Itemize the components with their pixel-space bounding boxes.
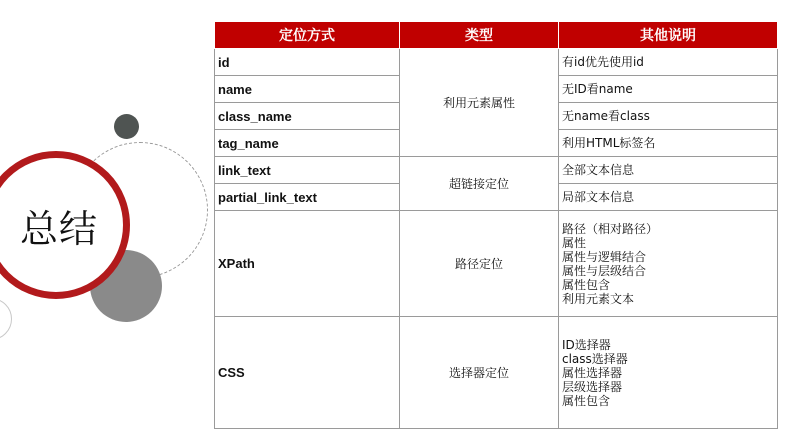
table-row [215, 157, 778, 184]
decorative-dark-dot [114, 114, 139, 139]
method-cell: link_text [215, 157, 400, 184]
table-row [215, 317, 778, 429]
note-line: 属性包含 [562, 277, 611, 292]
header-type: 类型 [400, 22, 559, 49]
note-line: 属性与层级结合 [562, 263, 647, 278]
summary-title: 总结 [19, 206, 98, 251]
note-cell: 局部文本信息 [559, 184, 778, 211]
method-cell: id [215, 49, 400, 76]
header-row [215, 22, 778, 49]
table-row [215, 49, 778, 76]
note-cell [559, 211, 778, 317]
decorative-thin-ring [0, 298, 12, 340]
note-line: 属性与逻辑结合 [562, 249, 647, 264]
method-cell: CSS [215, 317, 400, 429]
type-cell: 路径定位 [400, 211, 559, 317]
note-cell: 利用HTML标签名 [559, 130, 778, 157]
note-line: 属性 [562, 235, 587, 250]
header-notes: 其他说明 [559, 22, 778, 49]
method-cell: name [215, 76, 400, 103]
note-line: class选择器 [562, 351, 628, 366]
note-cell: 有id优先使用id [559, 49, 778, 76]
type-cell: 利用元素属性 [400, 49, 559, 157]
type-cell: 选择器定位 [400, 317, 559, 429]
locator-summary-table [214, 21, 778, 429]
note-line: 属性选择器 [562, 365, 623, 380]
note-line: 属性包含 [562, 393, 611, 408]
note-cell: 无name看class [559, 103, 778, 130]
note-cell [559, 317, 778, 429]
note-line: 利用元素文本 [562, 291, 635, 306]
table-row [215, 211, 778, 317]
note-line: 层级选择器 [562, 379, 623, 394]
method-cell: class_name [215, 103, 400, 130]
note-line: 路径（相对路径） [562, 221, 659, 236]
note-line: ID选择器 [562, 337, 611, 352]
method-cell: partial_link_text [215, 184, 400, 211]
type-cell: 超链接定位 [400, 157, 559, 211]
note-cell: 无ID看name [559, 76, 778, 103]
method-cell: tag_name [215, 130, 400, 157]
header-method: 定位方式 [215, 22, 400, 49]
method-cell: XPath [215, 211, 400, 317]
note-cell: 全部文本信息 [559, 157, 778, 184]
